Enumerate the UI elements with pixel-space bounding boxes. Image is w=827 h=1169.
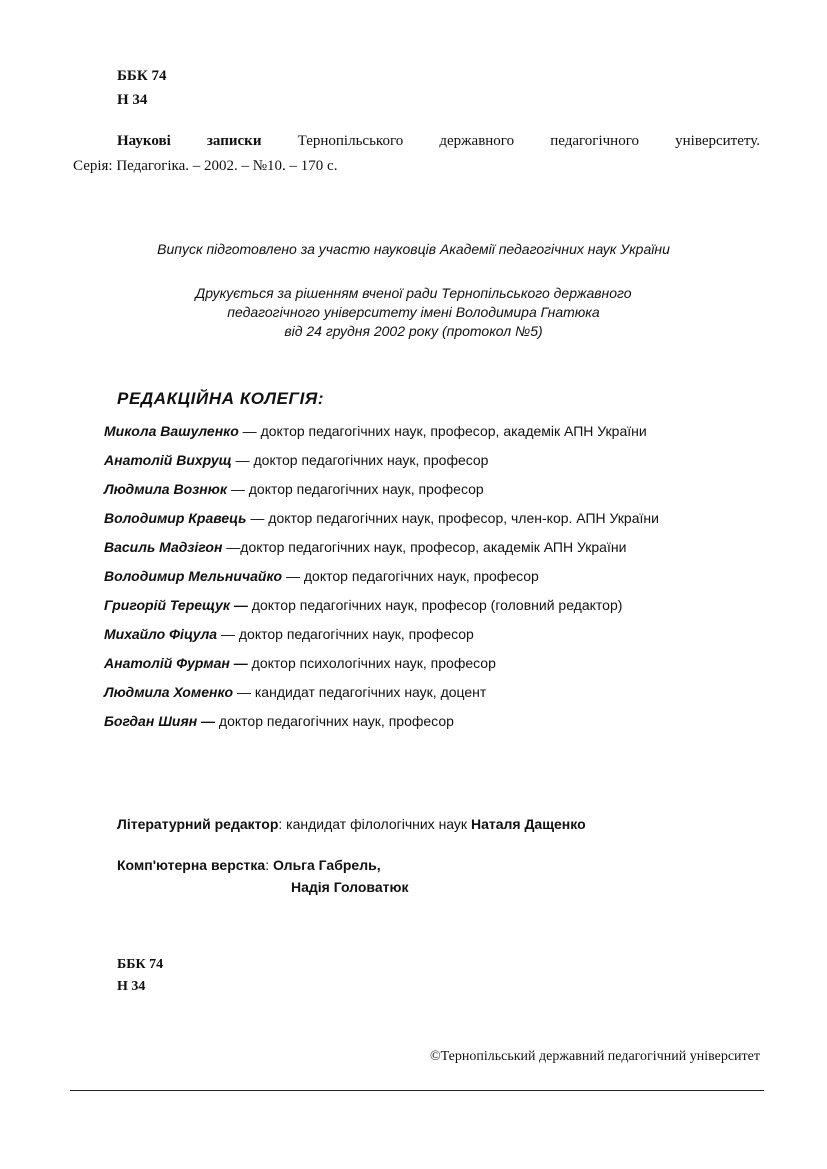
board-member-name: Богдан Шиян — (104, 713, 216, 729)
printing-approval-line-2: педагогічного університету імені Володимира Гнатюка (227, 304, 600, 320)
board-member-name: Анатолій Фурман — (104, 655, 248, 671)
board-member-credentials: — доктор педагогічних наук, професор (231, 452, 489, 468)
board-member-credentials: —доктор педагогічних наук, професор, академік АПН України (222, 539, 627, 555)
literary-editor-name: Наталя Дащенко (470, 816, 586, 832)
layout-colon: : (265, 857, 273, 873)
board-member-credentials: — доктор педагогічних наук, професор, член-кор. АПН України (246, 510, 659, 526)
board-member (104, 564, 659, 593)
layout-name-2: Надія Головатюк (291, 879, 409, 895)
literary-editor (117, 816, 586, 832)
board-member (104, 419, 659, 448)
board-member-name: Михайло Фіцула (104, 626, 218, 642)
board-member-credentials: доктор педагогічних наук, професор (головний редактор) (247, 597, 623, 613)
board-member (104, 680, 659, 709)
board-member (104, 593, 659, 622)
layout-label: Комп'ютерна верстка (117, 857, 266, 873)
board-member-name: Анатолій Вихрущ (104, 452, 232, 468)
board-member-credentials: — кандидат педагогічних наук, доцент (233, 684, 487, 700)
board-member-name: Володимир Мельничайко (104, 568, 283, 584)
board-member (104, 448, 659, 477)
author-sign-bottom: Н 34 (117, 979, 146, 994)
board-member-name: Василь Мадзігон (104, 539, 223, 555)
bbk-code-bottom (117, 954, 163, 998)
layout-name-1: Ольга Габрель, (272, 857, 381, 873)
editorial-board-title: РЕДАКЦІЙНА КОЛЕГІЯ: (117, 389, 325, 408)
board-member-credentials: доктор педагогічних наук, професор (215, 713, 454, 729)
bbk-code-top (117, 64, 166, 112)
citation-title: Наукові записки (117, 133, 262, 149)
board-member-name: Людмила Хоменко (104, 684, 234, 700)
literary-editor-label: Літературний редактор (117, 816, 279, 832)
citation-line-2: Серія: Педагогіка. – 2002. – №10. – 170 с. (73, 158, 338, 174)
copyright-notice: ©Тернопільський державний педагогічний університет (430, 1049, 760, 1064)
editorial-board-list (104, 419, 659, 738)
citation-publisher: Тернопільського державного педагогічного університету. (261, 133, 760, 149)
bottom-divider (70, 1090, 764, 1091)
computer-layout-credits (117, 854, 408, 898)
board-member-credentials: доктор психологічних наук, професор (247, 655, 496, 671)
bbk-number: ББК 74 (117, 68, 167, 84)
board-member-name: Володимир Кравець (104, 510, 247, 526)
board-member (104, 477, 659, 506)
board-member-name: Микола Вашуленко (104, 423, 239, 439)
citation-line-1 (73, 129, 760, 154)
bibliographic-citation (73, 129, 760, 179)
board-member (104, 622, 659, 651)
literary-editor-degree: : кандидат філологічних наук (278, 816, 471, 832)
board-member (104, 535, 659, 564)
board-member (104, 651, 659, 680)
printing-approval-note (0, 284, 827, 341)
printing-approval-line-1: Друкується за рішенням вченої ради Тернопільського державного (195, 285, 632, 301)
board-member (104, 709, 659, 738)
board-member-credentials: — доктор педагогічних наук, професор (282, 568, 539, 584)
board-member-credentials: — доктор педагогічних наук, професор, академік АПН України (238, 423, 647, 439)
board-member-name: Людмила Вознюк (104, 481, 227, 497)
board-member-credentials: — доктор педагогічних наук, професор (226, 481, 484, 497)
board-member-name: Григорій Терещук — (104, 597, 248, 613)
printing-approval-line-3: від 24 грудня 2002 року (протокол №5) (284, 323, 543, 339)
board-member (104, 506, 659, 535)
bbk-number-bottom: ББК 74 (117, 957, 164, 972)
author-sign: Н 34 (117, 92, 148, 108)
board-member-credentials: — доктор педагогічних наук, професор (217, 626, 474, 642)
prepared-note: Випуск підготовлено за участю науковців Академії педагогічних наук України (157, 241, 670, 257)
